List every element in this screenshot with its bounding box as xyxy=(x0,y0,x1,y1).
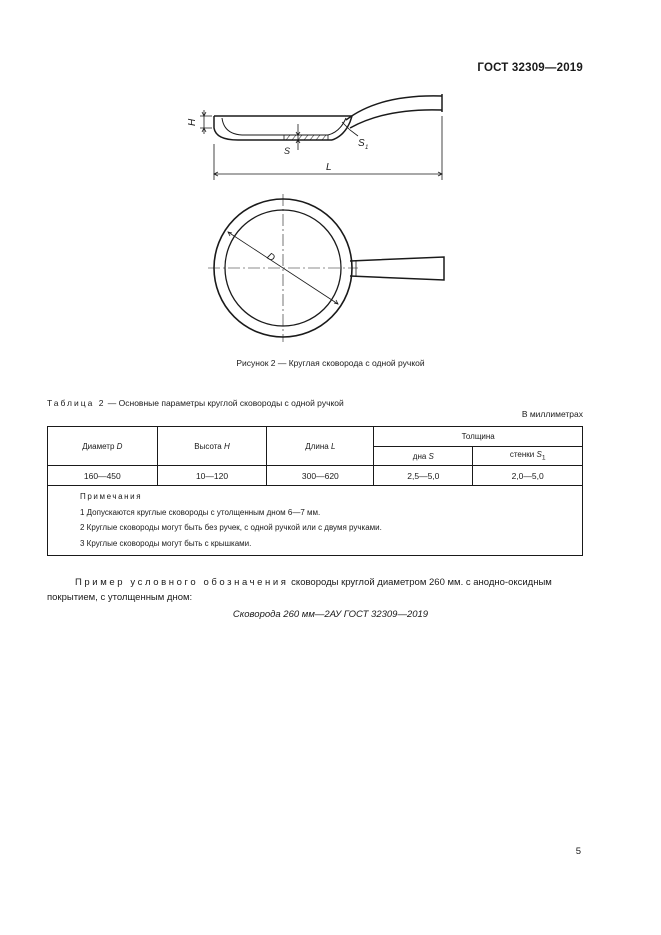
header-bottom xyxy=(374,447,473,466)
document-standard-header: ГОСТ 32309—2019 xyxy=(477,62,583,74)
cell-wall: 2,0—5,0 xyxy=(473,466,583,486)
table-notes xyxy=(48,486,583,556)
label-L: L xyxy=(326,162,332,173)
table-title-text: — Основные параметры круглой сковороды с одной ручкой xyxy=(105,398,344,408)
table-notes-row xyxy=(48,486,583,556)
cell-height: 10—120 xyxy=(157,466,267,486)
header-wall-var: S xyxy=(536,450,542,460)
header-wall-sub: 1 xyxy=(541,454,546,462)
cell-bottom: 2,5—5,0 xyxy=(374,466,473,486)
table-row xyxy=(48,466,583,486)
header-length-var: L xyxy=(330,441,336,451)
header-length-label: Длина xyxy=(305,441,331,451)
example-lead: Пример условного обозначения xyxy=(75,577,289,588)
table-header-row xyxy=(48,427,583,447)
note-item: 3 Круглые сковороды могут быть с крышками. xyxy=(80,538,252,548)
example-text: сковороды круглой диаметром 260 мм. с анодно-оксидным покрытием, с утолщенным дном: xyxy=(47,577,552,603)
label-S1: S xyxy=(358,138,365,149)
pan-side-view xyxy=(200,94,442,180)
header-wall xyxy=(473,447,583,466)
parameters-table xyxy=(47,426,583,556)
header-thickness: Толщина xyxy=(374,427,583,447)
label-D: D xyxy=(264,251,277,265)
header-height xyxy=(157,427,267,466)
label-H: H xyxy=(187,118,198,126)
header-length xyxy=(267,427,374,466)
pan-top-view xyxy=(208,194,444,342)
header-height-var: H xyxy=(223,441,230,451)
cell-length: 300—620 xyxy=(267,466,374,486)
frying-pan-drawing xyxy=(180,88,460,350)
designation-example xyxy=(47,575,583,605)
table-units: В миллиметрах xyxy=(521,409,583,419)
header-bottom-label: дна xyxy=(412,451,429,461)
header-wall-label: стенки xyxy=(509,450,537,460)
label-S1-subscript: 1 xyxy=(365,145,369,151)
figure-caption: Рисунок 2 — Круглая сковорода с одной ручкой xyxy=(236,358,425,368)
label-S: S xyxy=(284,146,291,156)
table-title-number: Таблица 2 xyxy=(47,398,106,408)
header-diameter xyxy=(48,427,158,466)
header-diameter-label: Диаметр xyxy=(82,441,117,451)
note-item: 2 Круглые сковороды могут быть без ручек, с одной ручкой или с двумя ручками. xyxy=(80,523,382,532)
designation-formula: Сковорода 260 мм—2АУ ГОСТ 32309—2019 xyxy=(232,609,429,620)
header-diameter-var: D xyxy=(116,441,123,451)
note-item: 1 Допускаются круглые сковороды с утолщенным дном 6—7 мм. xyxy=(80,507,321,517)
table-title xyxy=(47,398,344,408)
page-number: 5 xyxy=(575,846,581,857)
header-height-label: Высота xyxy=(194,441,224,451)
notes-title: Примечания xyxy=(80,492,143,501)
cell-diameter: 160—450 xyxy=(48,466,158,486)
header-bottom-var: S xyxy=(428,451,434,461)
